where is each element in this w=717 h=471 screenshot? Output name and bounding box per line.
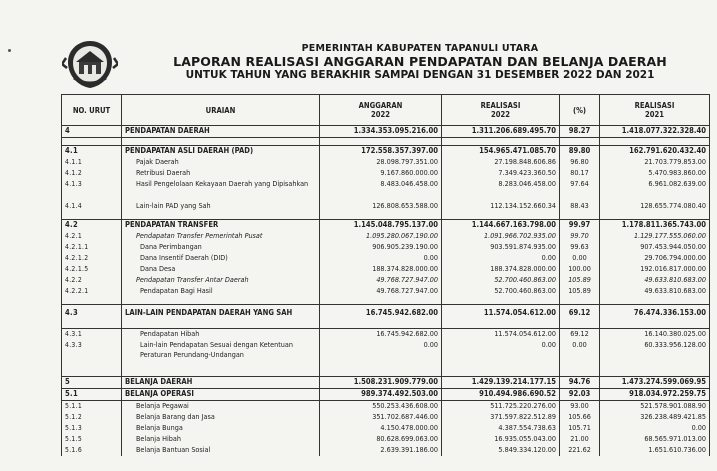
row-uraian: Lain-lain PAD yang Sah (122, 201, 320, 212)
table-row (62, 168, 710, 179)
row-pct: 100.00 (560, 264, 600, 275)
row-realisasi: 11.574.054.612.00 (442, 329, 560, 341)
row-realisasi: 154.965.471.085.70 (442, 146, 560, 158)
table-row (62, 264, 710, 275)
table-row (62, 275, 710, 286)
row-prev: 16.140.380.025.00 (600, 329, 710, 341)
row-anggaran: 49.768.727.947.00 (320, 275, 442, 286)
row-pct: 69.12 (560, 305, 600, 322)
row-prev: 49.633.810.683.00 (600, 275, 710, 286)
table-row (62, 157, 710, 168)
spacer-row (62, 138, 710, 146)
row-pct: 105.71 (560, 423, 600, 434)
row-pct: 0.00 (560, 253, 600, 264)
row-uraian: Pendapatan Hibah (122, 329, 320, 341)
scan-speck (8, 49, 11, 52)
row-anggaran: 8.483.046.458.00 (320, 179, 442, 201)
row-anggaran: 28.098.797.351.00 (320, 157, 442, 168)
row-pct: 105.89 (560, 275, 600, 286)
spacer-row (62, 212, 710, 220)
row-realisasi: 11.574.054.612.00 (442, 305, 560, 322)
row-no: 5.1.5 (62, 434, 122, 445)
row-no: 4.2 (62, 220, 122, 232)
row-anggaran: 126.808.653.588.00 (320, 201, 442, 212)
government-name: PEMERINTAH KABUPATEN TAPANULI UTARA (301, 43, 539, 54)
row-realisasi: 0.00 (442, 253, 560, 264)
col-header-pct: (%) (560, 95, 600, 126)
row-realisasi: 112.134.152.660.34 (442, 201, 560, 212)
row-pct: 0.00 (560, 340, 600, 362)
row-uraian: Dana Desa (122, 264, 320, 275)
row-realisasi: 903.591.874.935.00 (442, 242, 560, 253)
row-uraian: Dana Perimbangan (122, 242, 320, 253)
row-no: 4.2.1 (62, 231, 122, 242)
col-header-uraian: URAIAN (122, 95, 320, 126)
table-row (62, 253, 710, 264)
table-row (62, 434, 710, 445)
table-row (62, 146, 710, 158)
row-realisasi: 16.935.055.043.00 (442, 434, 560, 445)
row-realisasi: 511.725.220.276.00 (442, 401, 560, 413)
row-realisasi: 1.091.966.702.935.00 (442, 231, 560, 242)
row-pct: 80.17 (560, 168, 600, 179)
row-realisasi: 1.429.139.214.177.15 (442, 377, 560, 389)
row-prev: 918.034.972.259.75 (600, 389, 710, 401)
row-no: 4.3.1 (62, 329, 122, 341)
row-prev: 0.00 (600, 423, 710, 434)
report-title: LAPORAN REALISASI ANGGARAN PENDAPATAN DAN BELANJA DAERAH (173, 54, 667, 69)
row-uraian: PENDAPATAN ASLI DAERAH (PAD) (122, 146, 320, 158)
table-row (62, 179, 710, 201)
row-uraian: Retribusi Daerah (122, 168, 320, 179)
row-uraian: Lain-lain Pendapatan Sesuai dengan Ketentuan Peraturan Perundang-Undangan (122, 340, 320, 362)
row-uraian: Dana Insentif Daerah (DID) (122, 253, 320, 264)
row-pct: 221.62 (560, 445, 600, 456)
row-realisasi: 7.349.423.360.50 (442, 168, 560, 179)
row-pct: 93.00 (560, 401, 600, 413)
row-anggaran: 172.558.357.397.00 (320, 146, 442, 158)
row-prev: 6.961.082.639.00 (600, 179, 710, 201)
table-row (62, 231, 710, 242)
table-row (62, 329, 710, 341)
table-row (62, 340, 710, 362)
row-prev: 1.129.177.555.060.00 (600, 231, 710, 242)
table-row (62, 242, 710, 253)
row-uraian: PENDAPATAN DAERAH (122, 126, 320, 138)
row-anggaran: 1.334.353.095.216.00 (320, 126, 442, 138)
row-no: 5.1.1 (62, 401, 122, 413)
row-no: 4.2.1.1 (62, 242, 122, 253)
row-uraian: Pendapatan Bagi Hasil (122, 286, 320, 297)
row-no: 4.3.3 (62, 340, 122, 362)
row-no: 4.1.4 (62, 201, 122, 212)
row-prev: 21.703.779.853.00 (600, 157, 710, 168)
row-anggaran: 16.745.942.682.00 (320, 305, 442, 322)
row-anggaran: 0.00 (320, 253, 442, 264)
row-uraian: Belanja Bantuan Sosial (122, 445, 320, 456)
row-anggaran: 4.150.478.000.00 (320, 423, 442, 434)
row-no: 4.2.1.5 (62, 264, 122, 275)
row-pct: 99.70 (560, 231, 600, 242)
row-anggaran: 989.374.492.503.00 (320, 389, 442, 401)
row-pct: 89.80 (560, 146, 600, 158)
row-prev: 1.418.077.322.328.40 (600, 126, 710, 138)
row-anggaran: 1.508.231.909.779.00 (320, 377, 442, 389)
row-realisasi: 0.00 (442, 340, 560, 362)
row-realisasi: 8.283.046.458.00 (442, 179, 560, 201)
row-no: 4.1.2 (62, 168, 122, 179)
row-anggaran: 80.628.699.063.00 (320, 434, 442, 445)
row-prev: 1.473.274.599.069.95 (600, 377, 710, 389)
row-pct: 21.00 (560, 434, 600, 445)
col-header-no: NO. URUT (62, 95, 122, 126)
row-uraian: Pajak Daerah (122, 157, 320, 168)
spacer-row (62, 297, 710, 305)
col-header-anggaran: ANGGARAN 2022 (320, 95, 442, 126)
row-pct: 92.03 (560, 389, 600, 401)
row-anggaran: 1.145.048.795.137.00 (320, 220, 442, 232)
row-pct: 94.76 (560, 377, 600, 389)
row-no: 5.1.6 (62, 445, 122, 456)
row-prev: 128.655.774.080.40 (600, 201, 710, 212)
row-anggaran: 1.095.280.067.190.00 (320, 231, 442, 242)
spacer-row (62, 321, 710, 329)
table-row (62, 220, 710, 232)
row-realisasi: 188.374.828.000.00 (442, 264, 560, 275)
col-header-realisasi: REALISASI 2022 (442, 95, 560, 126)
row-realisasi: 4.387.554.738.63 (442, 423, 560, 434)
regency-emblem-icon (62, 38, 118, 90)
table-row (62, 401, 710, 413)
table-row (62, 201, 710, 212)
row-prev: 49.633.810.683.00 (600, 286, 710, 297)
row-prev: 326.238.489.421.85 (600, 412, 710, 423)
row-prev: 29.706.794.000.00 (600, 253, 710, 264)
row-pct: 96.80 (560, 157, 600, 168)
row-pct: 99.97 (560, 220, 600, 232)
row-uraian: BELANJA OPERASI (122, 389, 320, 401)
report-header (150, 43, 690, 82)
row-anggaran: 906.905.239.190.00 (320, 242, 442, 253)
row-no: 5.1 (62, 389, 122, 401)
table-row (62, 377, 710, 389)
row-realisasi: 910.494.986.690.52 (442, 389, 560, 401)
row-realisasi: 27.198.848.606.86 (442, 157, 560, 168)
row-uraian: Belanja Pegawai (122, 401, 320, 413)
table-header-row (62, 95, 710, 126)
row-anggaran: 351.702.687.446.00 (320, 412, 442, 423)
row-no: 5.1.2 (62, 412, 122, 423)
row-no: 4.1.3 (62, 179, 122, 201)
row-realisasi: 5.849.334.120.00 (442, 445, 560, 456)
table-body (62, 126, 710, 457)
row-anggaran: 49.768.727.947.00 (320, 286, 442, 297)
row-anggaran: 0.00 (320, 340, 442, 362)
table-row (62, 445, 710, 456)
row-pct: 98.27 (560, 126, 600, 138)
row-uraian: Belanja Hibah (122, 434, 320, 445)
row-prev: 162.791.620.432.40 (600, 146, 710, 158)
budget-realization-table (61, 94, 710, 456)
row-prev: 907.453.944.050.00 (600, 242, 710, 253)
row-no: 4 (62, 126, 122, 138)
row-uraian: LAIN-LAIN PENDAPATAN DAERAH YANG SAH (122, 305, 320, 322)
row-pct: 88.43 (560, 201, 600, 212)
row-prev: 1.178.811.365.743.00 (600, 220, 710, 232)
row-realisasi: 52.700.460.863.00 (442, 286, 560, 297)
row-anggaran: 550.253.436.608.00 (320, 401, 442, 413)
spacer-row (62, 362, 710, 377)
row-prev: 192.016.817.000.00 (600, 264, 710, 275)
row-anggaran: 188.374.828.000.00 (320, 264, 442, 275)
row-no: 4.1.1 (62, 157, 122, 168)
row-no: 5.1.3 (62, 423, 122, 434)
table-row (62, 389, 710, 401)
row-pct: 69.12 (560, 329, 600, 341)
row-no: 4.2.2.1 (62, 286, 122, 297)
table-row (62, 412, 710, 423)
table-row (62, 305, 710, 322)
row-uraian: Pendapatan Transfer Pemerintah Pusat (122, 231, 320, 242)
row-no: 4.2.1.2 (62, 253, 122, 264)
row-uraian: Hasil Pengelolaan Kekayaan Daerah yang Dipisahkan (122, 179, 320, 201)
row-no: 5 (62, 377, 122, 389)
table-row (62, 126, 710, 138)
table-row (62, 423, 710, 434)
row-uraian: Belanja Bunga (122, 423, 320, 434)
row-uraian: BELANJA DAERAH (122, 377, 320, 389)
row-prev: 76.474.336.153.00 (600, 305, 710, 322)
row-realisasi: 1.144.667.163.798.00 (442, 220, 560, 232)
row-prev: 68.565.971.013.00 (600, 434, 710, 445)
row-uraian: Belanja Barang dan Jasa (122, 412, 320, 423)
row-no: 4.3 (62, 305, 122, 322)
report-period: UNTUK TAHUN YANG BERAKHIR SAMPAI DENGAN 31 DESEMBER 2022 DAN 2021 (185, 69, 655, 81)
row-realisasi: 52.700.460.863.00 (442, 275, 560, 286)
row-pct: 105.89 (560, 286, 600, 297)
row-pct: 97.64 (560, 179, 600, 201)
row-anggaran: 2.639.391.186.00 (320, 445, 442, 456)
table-row (62, 286, 710, 297)
row-prev: 60.333.956.128.00 (600, 340, 710, 362)
row-no: 4.1 (62, 146, 122, 158)
row-uraian: Pendapatan Transfer Antar Daerah (122, 275, 320, 286)
row-pct: 99.63 (560, 242, 600, 253)
row-pct: 105.66 (560, 412, 600, 423)
row-realisasi: 1.311.206.689.495.70 (442, 126, 560, 138)
row-uraian: PENDAPATAN TRANSFER (122, 220, 320, 232)
col-header-realisasi-prev: REALISASI 2021 (600, 95, 710, 126)
row-no: 4.2.2 (62, 275, 122, 286)
row-prev: 521.578.901.088.90 (600, 401, 710, 413)
row-anggaran: 9.167.860.000.00 (320, 168, 442, 179)
row-anggaran: 16.745.942.682.00 (320, 329, 442, 341)
row-realisasi: 371.597.822.512.89 (442, 412, 560, 423)
row-prev: 1.651.610.736.00 (600, 445, 710, 456)
row-prev: 5.470.983.860.00 (600, 168, 710, 179)
